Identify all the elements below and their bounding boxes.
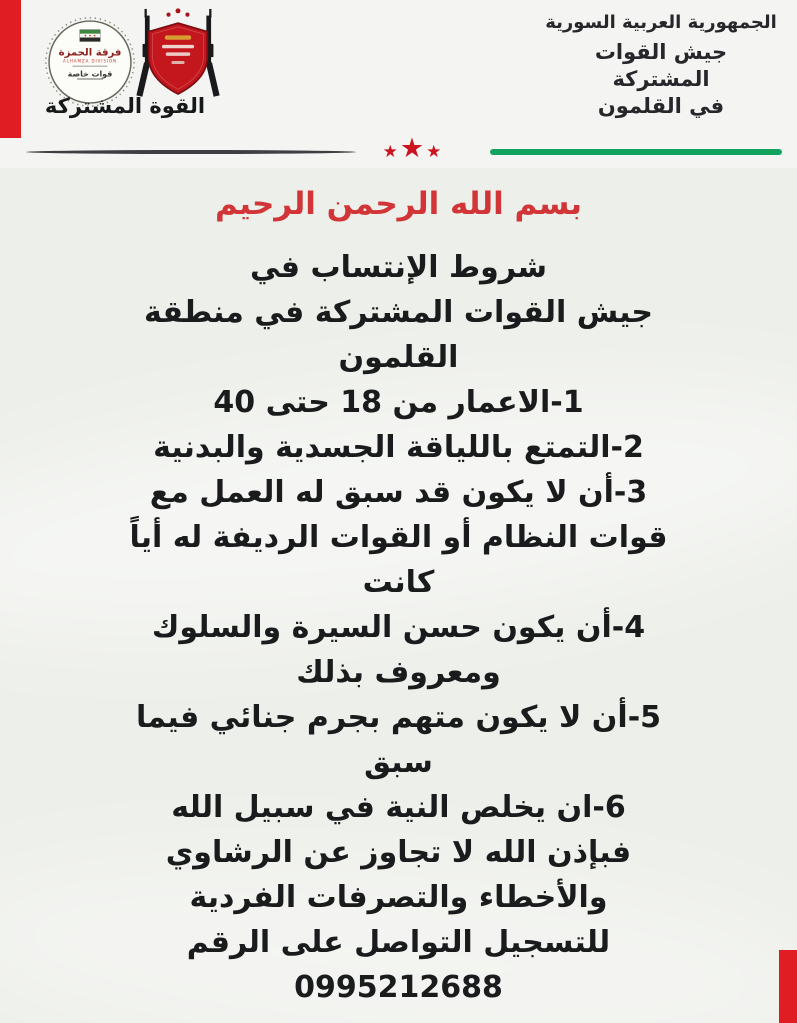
three-stars [356, 132, 468, 166]
hamza-logo-caption: قوات خاصة [67, 69, 113, 79]
star-icon: ★ [382, 141, 398, 162]
independence-flag-icon [80, 30, 100, 42]
conditions-text-block [20, 245, 777, 1010]
org-line-region: في القلمون [597, 94, 725, 118]
star-icon: ★ [426, 141, 442, 162]
header-divider [26, 132, 782, 168]
org-line-republic: الجمهورية العربية السورية [545, 12, 777, 33]
left-red-accent-bar [0, 0, 21, 138]
body-line-title: شروط الإنتساب في [250, 250, 547, 285]
shield-icon [149, 23, 208, 94]
org-line-army: جيش القوات [594, 40, 728, 64]
basmala-line: بسم الله الرحمن الرحيم [214, 186, 583, 222]
condition-6: 6-ان يخلص النية في سبيل الله [171, 790, 626, 825]
corner-red-accent-bar [779, 950, 797, 1023]
condition-5: 5-أن لا يكون متهم بجرم جنائي فيما [135, 700, 662, 735]
registration-instruction: للتسجيل التواصل على الرقم [186, 925, 611, 960]
body-line-title: جيش القوات المشتركة في منطقة [144, 295, 653, 330]
hamza-logo-subtitle: ALHAMZA DIVISION [63, 58, 117, 64]
phone-number: 0995212688 [294, 970, 503, 1005]
condition-3-cont: كانت [362, 565, 435, 600]
condition-5-cont: سبق [364, 745, 433, 780]
joint-force-label: القوة المشتركة [44, 94, 206, 118]
condition-4: 4-أن يكون حسن السيرة والسلوك [151, 610, 646, 645]
condition-2: 2-التمتع باللياقة الجسدية والبدنية [153, 430, 644, 465]
condition-6-cont: فبإذن الله لا تجاوز عن الرشاوي [165, 835, 632, 870]
divider-dark-line [26, 150, 356, 154]
condition-1: 1-الاعمار من 18 حتى 40 [213, 385, 584, 420]
condition-3: 3-أن لا يكون قد سبق له العمل مع [149, 475, 648, 510]
org-title-block [531, 12, 791, 120]
condition-3-cont: قوات النظام أو القوات الرديفة له أياً [129, 520, 668, 555]
org-line-joint: المشتركة [612, 67, 710, 91]
condition-6-cont: والأخطاء والتصرفات الفردية [189, 880, 608, 915]
body-line-title: القلمون [338, 340, 459, 375]
divider-green-line [490, 149, 782, 155]
condition-4-cont: ومعروف بذلك [296, 655, 501, 690]
hamza-logo-title: فرقة الحمزة [58, 47, 122, 59]
star-icon: ★ [399, 132, 425, 164]
three-dots-icon [166, 8, 189, 16]
